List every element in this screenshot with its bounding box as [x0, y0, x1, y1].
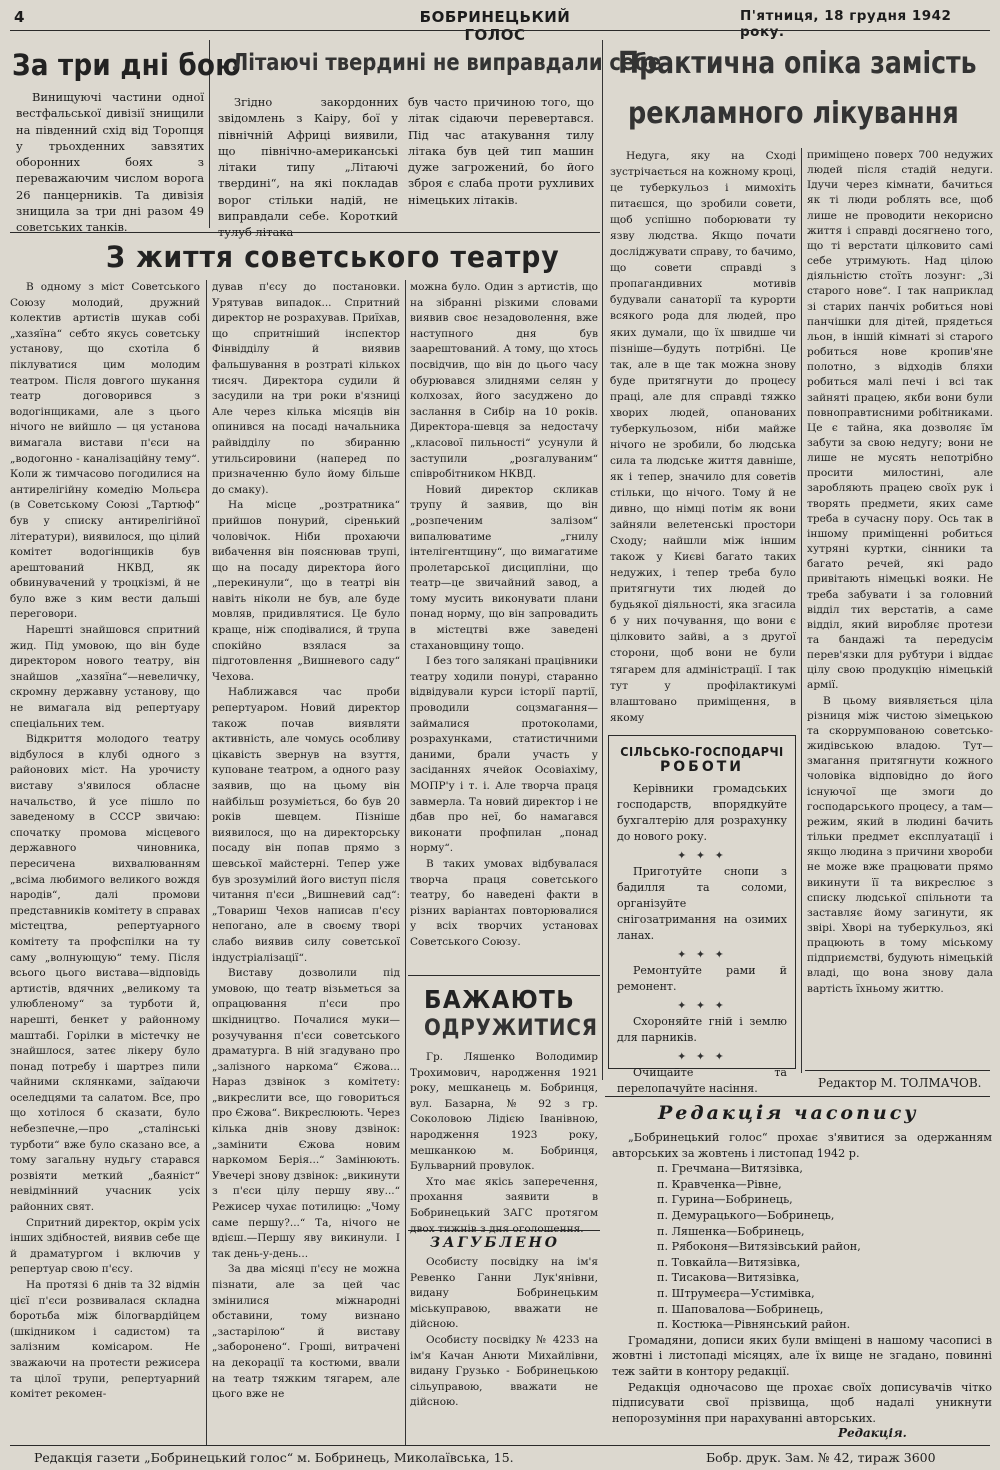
article-flying-fortresses-col2: був часто причиною того, що літак сідаючи перевертався. Під час атакування тилу літака був цей тип машин дуже загрожений, бо його зброя є слаба проти рухливих німецьких літаків. [408, 95, 594, 207]
list-item: п. Товкайла—Витязівка, [657, 1255, 801, 1269]
paragraph: Особисту посвідку № 4233 на ім'я Качан Анюти Михайлівни, видану Грузько - Бобринецькою сільуправою, вважати не дійсною. [410, 1333, 598, 1409]
headline-care-2: рекламного лікування [628, 96, 959, 131]
headline-marriage-2: ОДРУЖИТИСЯ [424, 1016, 598, 1041]
paragraph: Особисту посвідку на ім'я Ревенко Ганни Лук'янівни, видану Бобринецьким міськуправою, вважати не дійсною. [410, 1256, 598, 1331]
article-flying-fortresses-col1: Згідно закордонних звідомлень з Каіру, бої у північній Африці виявили, що північно-американські літаки типу „Літаючі твердині“, на які покладав ворог стільки надій, не виправдали себе. Короткий тулуб літака [218, 95, 398, 240]
section-rule [408, 1230, 600, 1231]
editorial-signature: Редакція. [838, 1426, 907, 1440]
paragraph: За два місяці п'єсу не можна пізнати, але за цей час змінилися міжнародні обставини, тому визнано „застарілою“ й виставу „заборонено“. Гроші, витрачені на декорації та костюми, ввали на театр тяжким тягарем, але цього вже не [212, 1263, 400, 1401]
issue-date: П'ятниця, 18 грудня 1942 року. [740, 8, 952, 40]
newspaper-title: БОБРИНЕЦЬКИЙ ГОЛОС [419, 8, 571, 44]
column-divider [405, 280, 406, 1445]
paragraph: Спритний директор, окрім усіх інших здібностей, виявив себе ще й драматургом і включив у репертуар свою п'єсу. [10, 1216, 200, 1276]
headline-editorial: Редакція часопису [658, 1102, 919, 1124]
editorial-name-list [612, 1161, 992, 1333]
farm-intro: Керівники громадських господарств, впорядкуйте бухгалтерію для розрахунку до нового року. [617, 782, 787, 843]
headline-three-days: За три дні бою [12, 48, 241, 82]
paragraph: Наближався час проби репертуаром. Новий директор також почав виявляти активність, але чомусь особливу цікавість звернув на взуття, куповане театром, а одного разу заявив, що на цьому він найбільш розуміється, бо був 20 років шевцем. Пізніше виявилося, що на директорську посаду він попав прямо з шевської майстерні. Тепер уже був зрозумілий його виступ після читання п'єси „Вишневий сад“: „Товариш Чехов написав п'єсу непогано, але в своєму творі слабо виявив силу советської індустріалізації“. [212, 686, 400, 964]
paragraph: Нарешті знайшовся спритний жид. Під умовою, що він буде директором нового театру, він знайшов „хазяїна“—невеличку, скромну державну установу, що не вимагала від репертуару спеціальних тем. [10, 624, 200, 730]
article-theater-col1 [10, 280, 200, 1403]
list-item: п. Шаповалова—Бобринець, [657, 1302, 824, 1316]
headline-theater: З життя советського театру [106, 240, 560, 274]
section-rule [605, 1096, 990, 1097]
editorial-notice [612, 1130, 992, 1426]
farm-works-box [608, 735, 796, 1095]
article-theater-col2 [212, 280, 400, 1403]
paragraph: дував п'єсу до постановки. Урятував випадок... Спритний директор не розрахував. Приїхав, що спритніший інспектор Фінвідділу й виявив фальшування в розтраті кількох тисяч. Директора судили й засудили на три роки в'язниці Але через кілька місяців він опинився на посаді начальника райвідділу по збиранню утильсировини (наперед по призначенню було йому більше до смаку). [212, 281, 400, 496]
paragraph: В цьому виявляється ціла різниця між чистою зімецькою та скоррумпованою советсько-жидівською владою. Тут—змагання притягнути кожного чоловіка відповідно до його існуючої ще змоги до господарського процесу, а там—режим, який в людині бачить тільки предмет експлуатації і якщо людина з причини хвороби не може вже працювати прямо викинути її та викреслює з списку людської спільноти та заставляє йому загинути, як звірі. Хворі на туберкульоз, які працюють в тому міському підприємстві, будують німецькій владі, що вона знову дала вартість їхньому життю. [807, 694, 993, 995]
farm-headline-2: РОБОТИ [659, 759, 744, 775]
masthead-rule [10, 30, 990, 31]
paragraph: На протязі 6 днів та 32 відмін цієї п'єси розвивалася складна боротьба між білогвардійцем (шкідником і садистом) та залізним комісаром. Не зважаючи на протести режисера та цілої трупи, репертуарний комітет рекомен- [10, 1279, 200, 1401]
list-item: п. Костюка—Рівнянський район. [657, 1318, 851, 1332]
article-marriage [410, 1050, 598, 1237]
list-item: п. Рябоконя—Витязівський район, [657, 1240, 861, 1254]
footer-address: Редакція газети „Бобринецький голос“ м. Бобринець, Миколаївська, 15. [34, 1450, 514, 1465]
article-care-col1: Недуга, яку на Сході зустрічається на кожному кроці, це туберкульоз і мимохіть питаєшся, що зробили совети, щоб успішно поборювати ту язву людства. Якщо почати досліджувати справу, то бачимо, що совети справді з пропагандивних мотивів будували санаторії та курорти всякого рода для людей, про яких думали, що їх швидше чи пізніше—будуть потрібні. Це так, але в ще так можна знову буде притягнути до процесу праці, але для справді тяжко хворих людей, опанованих туберкульозом, ніби майже нічого не зробили, бо людська сила та людське життя давніше, як і тепер, значило для советів стільки, що нічого. Тому й не дивно, що німці потім як вони зайняли велетенські простори Сходу; найшли між іншим також у Києві багато таких недужих, і тепер треба було притягнути тих людей до будьякої діяльності, яка згасила б у них почування, що вони є цілковито зайві, а з другої сторони, щоб вони не були тягарем для адміністрації. І так тут у профілактикумі влаштовано приміщення, в якому [610, 150, 796, 724]
list-item: п. Гурина—Бобринець, [657, 1193, 793, 1207]
editorial-paragraph: Громадяни, дописи яких були вміщені в нашому часописі в жовтні і листопаді місяцях, але їх вище не згадано, повинні теж зайти в контору редакції. [612, 1333, 992, 1378]
section-rule [408, 975, 600, 976]
paragraph: приміщено поверх 700 недужих людей після стадій недуги. Ідучи через кімнати, бачиться як ті люди роблять все, щоб лише не проводити некорисно життя і справді досягнено того, що ті верстати цілковито самі себе утримують. Над цілою діяльністю стоїть лозунг: „Зі старого нове“. І так наприклад зі старих панчіх робиться нові панчішки для дітей, прядеться льон, в іншій кімнаті зі старого робиться нове кропив'яне полотно, з відходів бляхи робиться малі печі і всі так зайняті працею, якби вони були повноправтисними робітниками. Це є тайна, яка дозволяє їм забути за свою недугу; вони не лише не мусять непотрібно просити милостині, але заробляють працею своїх рук і творять предмети, яких саме треба в сучасну пору. Ось так в іншому приміщенні робиться хутряні куртки, сінники та багато речей, які радо привітають німецькі вояки. Не треба забувати і за головний відділ тих верстатів, а саме відділ, який виробляє протези та бандажі та передусім перев'язки для рубтури і віддає цілу свою продукцію німецькій армії. [807, 149, 993, 692]
paragraph: можна було. Один з артистів, що на зібранні різкими словами виявив своє незадоволення, вже наступного дня був заарештований. А тому, що хтось посвідчив, що він до цього часу обурювався злиднями селян у колхозах, його засуджено до заслання в Сибір на 10 років. Директора-шевця за недостачу „класової пильності“ усунули й заступили „розгалуваним“ співробітником НКВД. [410, 281, 598, 481]
list-item: п. Гречмана—Витязівка, [657, 1162, 803, 1176]
section-rule [10, 232, 600, 233]
list-item: п. Ляшенка—Бобринець, [657, 1224, 805, 1238]
footer-print-info: Бобр. друк. Зам. № 42, тираж 3600 [706, 1450, 936, 1465]
headline-marriage-1: БАЖАЮТЬ [424, 985, 576, 1014]
farm-tip: Ремонтуйте рами й ремонент. [617, 964, 787, 993]
headline-care-1: Практична опіка замість [618, 46, 977, 81]
paragraph: Новий директор скликав трупу й заявив, що він „розпеченим залізом“ випалюватиме „гнилу інтелігентщину“, що вимагатиме пролетарської дисципліни, що театр—це звичайний завод, а тому мусить виконувати плани понад норму, що він запровадить в містецтві вже заведені стахановщину тощо. [410, 483, 598, 652]
column-divider [206, 280, 207, 1445]
article-three-days: Винищуючі частини одної вестфальської дивізії знищили на південний схід від Торопця у трьохденних завзятих оборонних боях з переважаючим числом ворога 26 панцерників. Та дивізія знищила за три дні разом 49 советських танків. [16, 90, 204, 235]
editorial-intro: „Бобринецький голос“ прохає з'явитися за одержанням авторських за жовтень і листопад 1942 р. [612, 1131, 992, 1160]
separator: ✦ ✦ ✦ [677, 948, 727, 961]
editorial-paragraph: Редакція одночасово ще прохає своїх дописувачів чітко підписувати свої прізвища, щоб надалі уникнути непорозуміння при нарахуванні авторських. [612, 1380, 992, 1425]
farm-headline-1: СІЛЬСЬКО-ГОСПОДАРЧІ [620, 744, 784, 759]
paragraph: Хто має якісь заперечення, прохання заявити в Бобринецький ЗАГС протягом двох тижнів з дня оголошення. [410, 1175, 598, 1235]
separator: ✦ ✦ ✦ [677, 999, 727, 1012]
farm-tip: Очищайте та перелопачуйте насіння. [617, 1066, 787, 1095]
footer-rule [10, 1445, 990, 1446]
paragraph: В одному з міст Советського Союзу молодий, дружний колектив артистів шукав собі „хазяїна“ себто якусь советську установу, що схотіла б піклуватися цим молодим театром. Після довгого шукання театр договорився з водогінщиками, але з цього нічого не вийшло — ця установа вимагала вистави п'єси на „водогонно - каналізаційну тему“. Коли ж тимчасово погодилися на антирелігійну комедію Мольєра (в Советському Союзі „Тартюф“ був у списку антирелігійної літератури), виявилося, що цілий комітет водогінщиків був арештований НКВД, як обвинувачений у троцкізмі, й не було вже з ким вести дальші переговори. [10, 281, 200, 621]
paragraph: Виставу дозволили під умовою, що театр візьметься за опрацювання п'єси про шкідництво. Почалися муки—розучування п'єси советського драматурга. В ній згадувано про „залізного наркома“ Єжова... Нараз дзвінок з комітету: „викреслити все, що говориться про Єжова“. Викреслюють. Через кілька днів знову дзвінок: „замінити Єжова новим наркомом Берія...“ Замінюють. Увечері знову дзвінок: „викинути з п'єси цілу першу яву...“ Режисер чухає потилицю: „Чому саме першу?...“ Та, нічого не вдієш.—Першу яву викинули. І так день-у-день... [212, 967, 400, 1260]
headline-lost: ЗАГУБЛЕНО [430, 1235, 560, 1251]
column-divider [801, 148, 802, 1073]
separator: ✦ ✦ ✦ [677, 849, 727, 862]
farm-tip: Схороняйте гній і землю для парників. [617, 1015, 787, 1044]
article-care-col2 [807, 148, 993, 997]
section-rule [805, 1070, 990, 1071]
paragraph: Гр. Ляшенко Володимир Трохимович, народження 1921 року, мешканець м. Бобринця, вул. Базарна, № 92 з гр. Соколовою Лідією Іванівною, народження 1923 року, мешканкою м. Бобринця, Бульварний провулок. [410, 1051, 598, 1173]
list-item: п. Кравченка—Рівне, [657, 1177, 782, 1191]
headline-flying-fortresses: Літаючі твердині не виправдали себе [232, 50, 662, 76]
separator: ✦ ✦ ✦ [677, 1050, 727, 1063]
list-item: п. Штрумеєра—Устимівка, [657, 1286, 815, 1300]
paragraph: На місце „розтратника“ прийшов понурий, сіренький чоловічок. Ніби прохаючи вибачення він пояснював трупі, що на посаду директора його „перекинули“, що в театрі він навіть ніколи не був, але буде мовляв, придивлятися. Це було краще, ніж сподівалися, й трупа спокійно взялася за підготовлення „Вишневого саду“ Чехова. [212, 499, 400, 683]
paragraph: Відкриття молодого театру відбулося в клубі одного з районових міст. На урочисту виставу з'явилося обласне начальство, й усе пішло по заведеному в СССР звичаю: спочатку промова місцевого державного чиновника, пересичена вихвалюванням „всіма любимого великого вождя народів“, далі промови представників комітету в справах містецтва, репертуарного комітету та профспілки на ту саму „волнующую“ тему. Після всього цього вистава—відповідь артистів, вдячних „великому та улюбленому“ за турботи й, нарешті, бенкет у районному маштабі. Горілки в містечку не знайшлося, затеє лікеру було понад потребу і шартрез пили чайними склянками, заїдаючи оселедцями та салатом. Все, про що хотілося б сказати, було небезпечне,—про „сталінські турботи“ вже було сказано все, а тому загальну нудьгу старався розвіяти меткий „баяніст“ невідмінний учасник усіх районних свят. [10, 733, 200, 1214]
list-item: п. Тисакова—Витязівка, [657, 1271, 800, 1285]
article-lost [410, 1255, 598, 1411]
column-divider [602, 40, 603, 1080]
paragraph: І без того залякані працівники театру ходили понурі, старанно відвідували курси історії партії, проводили соцзмагання—займалися протоколами, розрахунками, статистичними даними, брали участь у засіданнях ячейок Осовіахіму, МОПР'у і т. і. Але творча праця завмерла. Та новий директор і не дбав про неї, бо намагався виконати профпилан „понад норму“. [410, 655, 598, 855]
list-item: п. Демурацького—Бобринець, [657, 1208, 835, 1222]
paragraph: В таких умовах відбувалася творча праця советського театру, бо наведені факти в різних варіантах повторювалися у всіх творчих установах Советського Союзу. [410, 857, 598, 948]
farm-tip: Приготуйте снопи з бадилля та соломи, організуйте снігозатримання на озимих ланах. [617, 865, 787, 942]
article-theater-col3 [410, 280, 598, 951]
editor-signature: Редактор М. ТОЛМАЧОВ. [818, 1076, 982, 1090]
page-number: 4 [14, 8, 25, 26]
